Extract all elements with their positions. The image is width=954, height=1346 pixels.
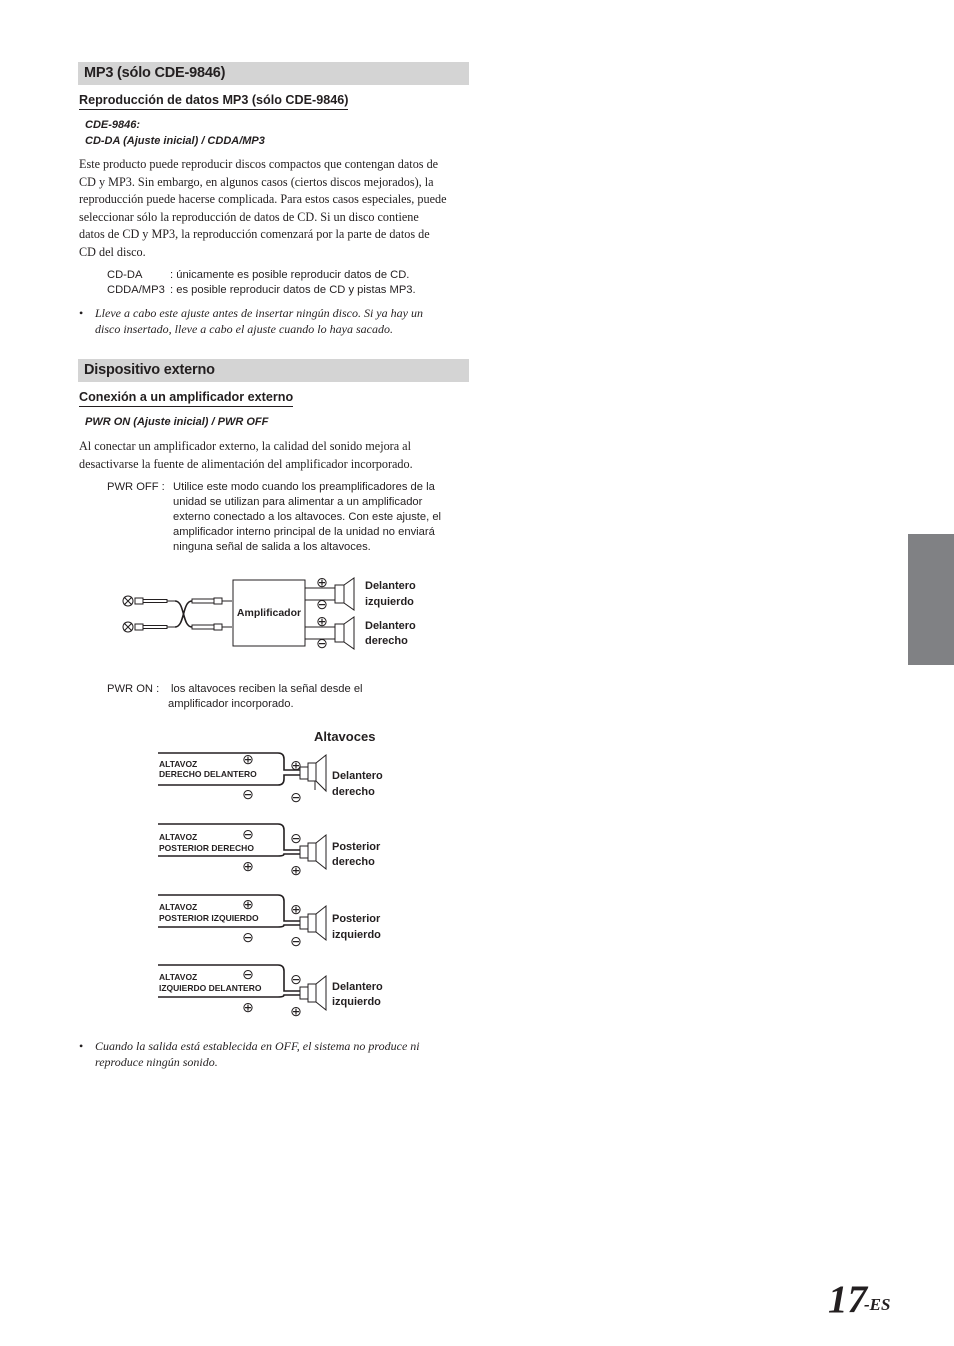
page-suffix: -ES xyxy=(864,1295,891,1314)
ext-section-heading: Dispositivo externo xyxy=(78,359,469,382)
body-line: CD y MP3. Sin embargo, en algunos casos (ciertos discos mejorados), la xyxy=(79,174,434,189)
polarity-symbol: ⊖ xyxy=(290,830,302,846)
note-line: Cuando la salida está establecida en OFF, el sistema no produce ni xyxy=(95,1039,420,1053)
pwr-off-description xyxy=(173,480,473,555)
speaker-wire-row xyxy=(158,751,383,805)
rca-plug-icon xyxy=(192,624,232,630)
pwr-on-term: PWR ON : xyxy=(107,683,160,695)
note-bullet: • xyxy=(79,306,84,320)
polarity-symbol: ⊕ xyxy=(290,901,302,917)
body-line: Al conectar un amplificador externo, la calidad del sonido mejora al xyxy=(79,439,411,453)
polarity-symbol: ⊖ xyxy=(290,789,302,805)
polarity-symbol: ⊕ xyxy=(290,757,302,773)
speaker-wire-row xyxy=(158,824,381,878)
rca-plug-icon xyxy=(123,596,175,606)
wire-label: ALTAVOZ xyxy=(159,832,198,842)
note-line: reproduce ningún sonido. xyxy=(95,1055,218,1070)
ext-setting-options: PWR ON (Ajuste inicial) / PWR OFF xyxy=(85,416,269,428)
speaker-label: derecho xyxy=(332,786,375,798)
speaker-label: izquierdo xyxy=(365,596,414,608)
rca-plug-icon xyxy=(192,598,232,604)
desc-line: ninguna señal de salida a los altavoces. xyxy=(173,541,371,553)
plus-symbol: ⊕ xyxy=(316,613,328,629)
option-term-cddamp3: CDDA/MP3 xyxy=(107,284,165,296)
desc-line: unidad se utilizan para alimentar a un amplificador xyxy=(173,496,423,508)
note-line: disco insertado, lleve a cabo el ajuste cuando lo haya sacado. xyxy=(95,322,393,337)
speaker-icon xyxy=(335,578,354,610)
mp3-subheading: Reproducción de datos MP3 (sólo CDE-9846) xyxy=(79,93,348,110)
cable xyxy=(175,601,192,627)
section-side-tab xyxy=(908,534,954,665)
mp3-setting-options: CD-DA (Ajuste inicial) / CDDA/MP3 xyxy=(85,135,265,147)
desc-line: amplificador interno principal de la unidad no enviará xyxy=(173,526,435,538)
body-line: Este producto puede reproducir discos compactos que contengan datos de xyxy=(79,157,439,171)
speaker-label: Posterior xyxy=(332,841,381,853)
option-term-cdda: CD-DA xyxy=(107,269,143,281)
desc-line: amplificador incorporado. xyxy=(168,698,294,710)
note-line: Lleve a cabo este ajuste antes de insertar ningún disco. Si ya hay un xyxy=(95,306,423,320)
speaker-icon xyxy=(308,835,326,869)
speaker-label: Delantero xyxy=(365,580,416,592)
polarity-symbol: ⊖ xyxy=(242,929,254,945)
speaker-wire-row xyxy=(158,895,381,949)
wire-label: POSTERIOR IZQUIERDO xyxy=(159,913,259,923)
rca-plug-icon xyxy=(123,622,175,632)
desc-line: los altavoces reciben la señal desde el xyxy=(171,683,363,695)
option-desc-cddamp3: : es posible reproducir datos de CD y pistas MP3. xyxy=(170,284,416,296)
polarity-symbol: ⊕ xyxy=(242,999,254,1015)
speaker-label: Delantero xyxy=(332,981,383,993)
speaker-label: izquierdo xyxy=(332,929,381,941)
speaker-icon xyxy=(335,617,354,649)
page-number: 17 xyxy=(828,1278,867,1321)
speaker-icon xyxy=(308,755,326,791)
speaker-icon xyxy=(308,906,326,940)
speakers-title: Altavoces xyxy=(314,729,376,744)
speaker-wire-row xyxy=(158,965,383,1019)
body-line: datos de CD y MP3, la reproducción comenzará por la parte de datos de xyxy=(79,227,430,242)
mp3-body-paragraph xyxy=(79,156,471,262)
polarity-symbol: ⊕ xyxy=(242,751,254,767)
speaker-label: izquierdo xyxy=(332,996,381,1008)
wire-label: POSTERIOR DERECHO xyxy=(159,843,254,853)
speaker-label: derecho xyxy=(332,856,375,868)
wire-label: ALTAVOZ xyxy=(159,902,198,912)
polarity-symbol: ⊖ xyxy=(242,966,254,982)
wire-label: ALTAVOZ xyxy=(159,972,198,982)
polarity-symbol: ⊕ xyxy=(242,858,254,874)
polarity-symbol: ⊖ xyxy=(290,933,302,949)
pwr-off-term: PWR OFF : xyxy=(107,481,165,493)
speaker-label: Delantero xyxy=(332,770,383,782)
speaker-label: derecho xyxy=(365,635,408,647)
polarity-symbol: ⊖ xyxy=(242,786,254,802)
polarity-symbol: ⊕ xyxy=(290,862,302,878)
plus-symbol: ⊕ xyxy=(316,574,328,590)
ext-body-paragraph xyxy=(79,438,471,473)
mp3-note xyxy=(79,305,471,338)
amplifier-wiring-diagram xyxy=(110,570,430,660)
speaker-label: Posterior xyxy=(332,913,381,925)
body-line: CD del disco. xyxy=(79,244,146,259)
speaker-label: Delantero xyxy=(365,620,416,632)
minus-symbol: ⊖ xyxy=(316,635,328,651)
pwr-on-description xyxy=(168,682,468,712)
polarity-symbol: ⊖ xyxy=(290,971,302,987)
wire-label: IZQUIERDO DELANTERO xyxy=(159,983,262,993)
note-bullet: • xyxy=(79,1039,84,1053)
wire-label: ALTAVOZ xyxy=(159,759,198,769)
minus-symbol: ⊖ xyxy=(316,596,328,612)
body-line: reproducción puede hacerse complicada. Para estos casos especiales, puede xyxy=(79,192,447,207)
body-line: seleccionar sólo la reproducción de datos de CD. Si un disco contiene xyxy=(79,209,419,224)
option-desc-cdda: : únicamente es posible reproducir datos de CD. xyxy=(170,269,410,281)
desc-line: Utilice este modo cuando los preamplificadores de la xyxy=(173,481,435,493)
ext-subheading: Conexión a un amplificador externo xyxy=(79,390,293,407)
wire-label: DERECHO DELANTERO xyxy=(159,769,257,779)
speaker-icon xyxy=(308,976,326,1010)
polarity-symbol: ⊕ xyxy=(290,1003,302,1019)
mp3-section-heading: MP3 (sólo CDE-9846) xyxy=(78,62,469,85)
polarity-symbol: ⊕ xyxy=(242,896,254,912)
ext-note xyxy=(79,1038,471,1071)
mp3-setting-model: CDE-9846: xyxy=(85,119,141,131)
speaker-wiring-diagram xyxy=(150,748,410,1028)
desc-line: externo conectado a los altavoces. Con este ajuste, el xyxy=(173,511,442,523)
polarity-symbol: ⊖ xyxy=(242,826,254,842)
body-line: desactivarse la fuente de alimentación del amplificador incorporado. xyxy=(79,456,413,471)
amplifier-label: Amplificador xyxy=(236,607,302,619)
